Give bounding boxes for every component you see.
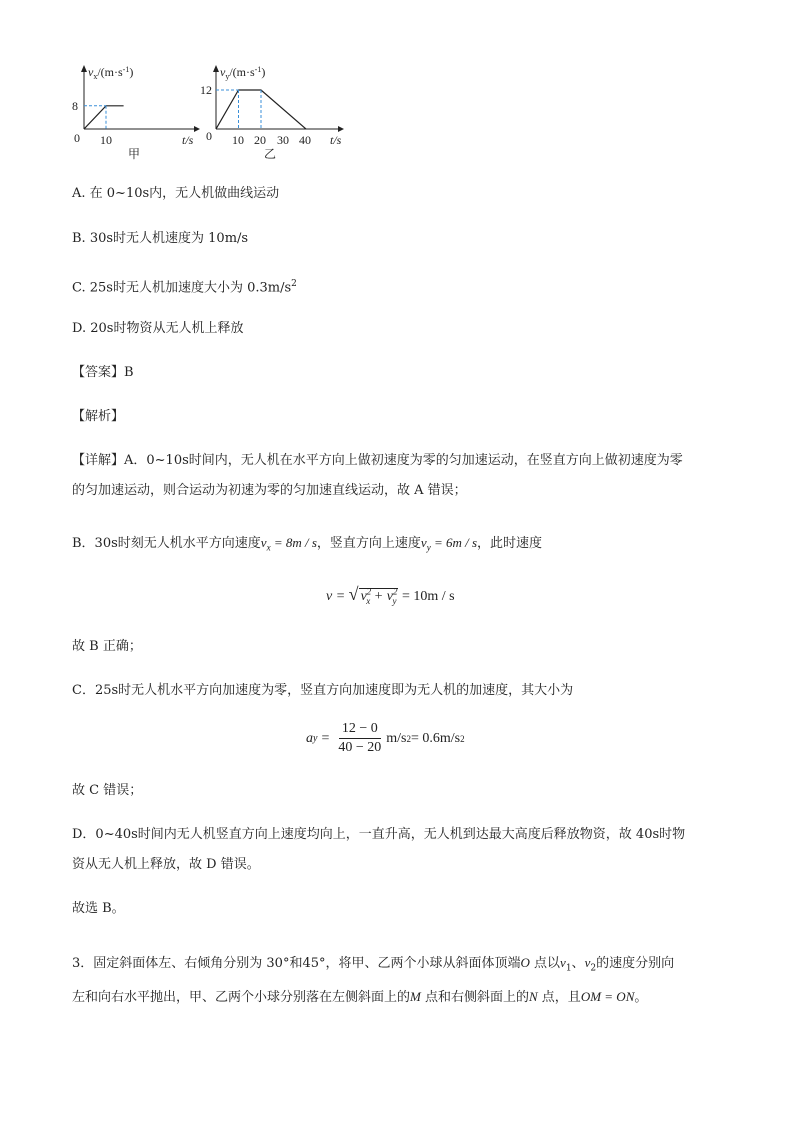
graph-jia <box>70 62 200 162</box>
graph-yi <box>198 62 358 162</box>
detail-c-line: C．25s时无人机水平方向加速度为零，竖直方向加速度即为无人机的加速度，其大小为 <box>72 683 574 698</box>
detail-d-line2: 资从无人机上释放，故 D 错误。 <box>72 857 260 872</box>
jia-origin: 0 <box>74 131 80 145</box>
yi-caption: 乙 <box>264 147 277 161</box>
jia-velocity-line <box>84 106 124 129</box>
yi-x-tick-10: 10 <box>232 133 244 147</box>
option-d: D. 20s时物资从无人机上释放 <box>72 321 244 336</box>
final-answer: 故选 B。 <box>72 901 125 916</box>
detail-b-line: B．30s时刻无人机水平方向速度$v_x = 8m / s$，竖直方向上速度$v_y = 6m / s$，此时速度 <box>72 535 543 553</box>
yi-y-axis-label: $v_y/(m\cdot s^{-1})$ <box>220 65 266 81</box>
jia-y-tick-8: 8 <box>72 99 78 113</box>
yi-y-tick-12: 12 <box>200 83 212 97</box>
jia-y-axis-label: $v_x/(m\cdot s^{-1})$ <box>88 65 134 81</box>
yi-x-axis-label: t/s <box>330 133 342 147</box>
yi-x-tick-40: 40 <box>299 133 311 147</box>
yi-x-tick-20: 20 <box>254 133 266 147</box>
detail-a-line2: 的匀加速运动，则合运动为初速为零的匀加速直线运动，故 A 错误； <box>72 483 467 498</box>
analysis-label: 【解析】 <box>72 409 125 424</box>
jia-x-axis-label: t/s <box>182 133 194 147</box>
yi-x-tick-30: 30 <box>277 133 289 147</box>
option-b: B. 30s时无人机速度为 10m/s <box>72 231 249 246</box>
option-a: A. 在 0~10s内，无人机做曲线运动 <box>72 186 280 201</box>
q3-line1: 3．固定斜面体左、右倾角分别为 30°和45°，将甲、乙两个小球从斜面体顶端O 点以$v_1$、$v_2$的速度分别向 <box>72 955 675 974</box>
detail-d-line1: D．0~40s时间内无人机竖直方向上速度均向上，一直升高，无人机到达最大高度后释放物资，故 40s时物 <box>72 827 686 842</box>
formula-acceleration: a y = $\frac{12 - 0}{40 - 20}$ m/s 2 = 0.6m/s 2 <box>306 721 465 755</box>
detail-a-line1: 【详解】A．0~10s时间内，无人机在水平方向上做初速度为零的匀加速运动，在竖直方向上做初速度为零 <box>72 453 683 468</box>
detail-b-conclusion: 故 B 正确； <box>72 639 142 654</box>
option-c: C. 25s时无人机加速度大小为 $0.3m/s^2$ <box>72 279 297 296</box>
answer-label: 【答案】B <box>72 365 134 380</box>
q3-line2: 左和向右水平抛出，甲、乙两个小球分别落在左侧斜面上的M 点和右侧斜面上的N 点，且OM = ON。 <box>72 989 648 1005</box>
detail-c-conclusion: 故 C 错误； <box>72 783 143 798</box>
jia-x-tick-10: 10 <box>100 133 112 147</box>
yi-origin: 0 <box>206 129 212 143</box>
jia-caption: 甲 <box>128 147 141 161</box>
formula-velocity: v = √ $v^2_x + v^2_y = 10m / s$ <box>326 584 455 606</box>
